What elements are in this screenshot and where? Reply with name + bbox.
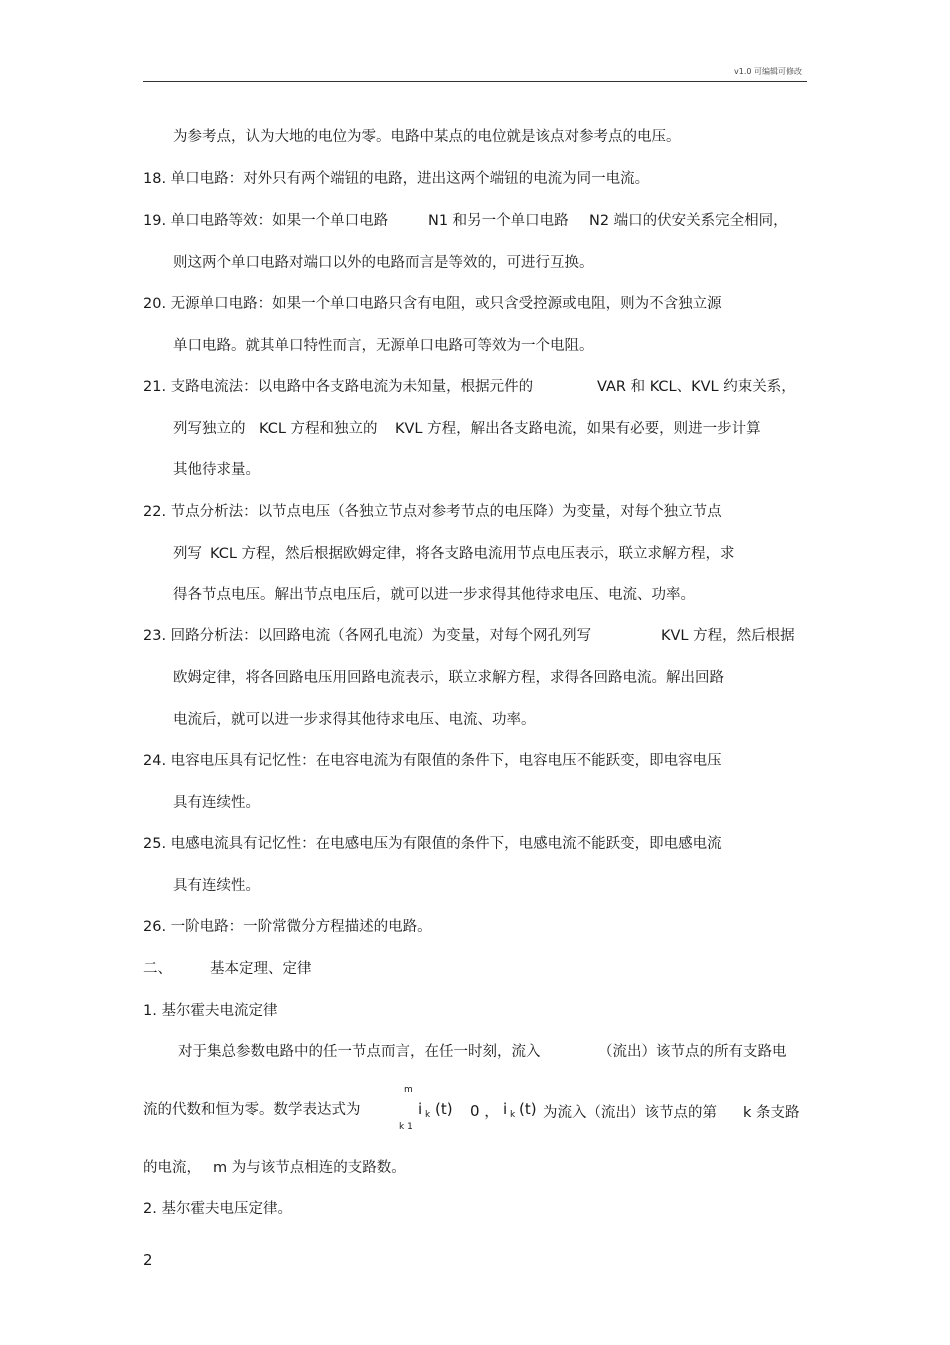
text-segment: 列写	[173, 546, 202, 562]
list-item-24: 24. 电容电压具有记忆性：在电容电流为有限值的条件下，电容电压不能跃变，即电容电压	[143, 753, 722, 769]
subsection-heading: 1. 基尔霍夫电流定律	[143, 1003, 278, 1019]
text-segment: N1 和另一个单口电路	[428, 213, 569, 229]
section-heading	[143, 960, 443, 978]
sum-upper-limit: m	[404, 1085, 413, 1095]
formula-zero: 0 ，	[470, 1102, 500, 1120]
formula-arg: (t)	[435, 1100, 453, 1118]
text-line: 电流后，就可以进一步求得其他待求电压、电流、功率。	[173, 712, 536, 728]
text-line: 单口电路。就其单口特性而言，无源单口电路可等效为一个电阻。	[173, 338, 594, 354]
formula-current-symbol: i	[418, 1100, 423, 1118]
sum-lower-limit: k 1	[399, 1122, 413, 1132]
text-segment: KCL 方程和独立的	[259, 421, 378, 437]
text-segment: k 条支路	[743, 1105, 800, 1121]
list-item-21	[143, 378, 803, 396]
section-title: 基本定理、定律	[210, 961, 312, 977]
page-number: 2	[143, 1251, 153, 1269]
text-line	[173, 420, 803, 438]
text-line: 具有连续性。	[173, 795, 260, 811]
text-line	[173, 545, 803, 563]
text-segment: KCL 方程，然后根据欧姆定律，将各支路电流用节点电压表示，联立求解方程，求	[210, 546, 735, 562]
current-symbol: i	[503, 1100, 508, 1118]
text-segment: 对于集总参数电路中的任一节点而言，在任一时刻，流入	[178, 1044, 541, 1060]
list-item-22: 22. 节点分析法：以节点电压（各独立节点对参考节点的电压降）为变量，对每个独立节点	[143, 504, 722, 520]
text-line	[178, 1043, 803, 1061]
text-segment: 的电流，	[143, 1160, 201, 1176]
list-item-26: 26. 一阶电路：一阶常微分方程描述的电路。	[143, 919, 432, 935]
text-segment: KVL 方程，解出各支路电流，如果有必要，则进一步计算	[395, 421, 761, 437]
header-rule	[143, 81, 807, 82]
text-line: 为参考点，认为大地的电位为零。电路中某点的电位就是该点对参考点的电压。	[173, 129, 681, 145]
text-line: 欧姆定律，将各回路电压用回路电流表示，联立求解方程，求得各回路电流。解出回路	[173, 670, 724, 686]
text-line: 得各节点电压。解出节点电压后，就可以进一步求得其他待求电压、电流、功率。	[173, 587, 695, 603]
page-header-text: v1.0 可编辑可修改	[734, 67, 802, 76]
text-line: 流的代数和恒为零。数学表达式为	[143, 1102, 361, 1118]
text-segment: KVL 方程，然后根据	[661, 628, 795, 644]
list-item-25: 25. 电感电流具有记忆性：在电感电压为有限值的条件下，电感电流不能跃变，即电感电流	[143, 836, 722, 852]
text-segment: N2 端口的伏安关系完全相同，	[589, 213, 788, 229]
text-segment: 为流入（流出）该节点的第	[543, 1105, 717, 1121]
list-item-23	[143, 627, 803, 645]
section-number: 二、	[143, 961, 172, 977]
subsection-heading: 2. 基尔霍夫电压定律。	[143, 1201, 292, 1217]
current-subscript: k	[510, 1110, 516, 1120]
text-segment: m 为与该节点相连的支路数。	[213, 1160, 406, 1176]
formula-subscript: k	[425, 1110, 431, 1120]
text-segment: 19. 单口电路等效：如果一个单口电路	[143, 213, 389, 229]
text-line	[143, 1159, 543, 1177]
text-segment: （流出）该节点的所有支路电	[598, 1044, 787, 1060]
text-segment: 列写独立的	[173, 421, 246, 437]
text-line: 则这两个单口电路对端口以外的电路而言是等效的，可进行互换。	[173, 255, 594, 271]
text-segment: VAR 和 KCL、KVL 约束关系，	[597, 379, 796, 395]
text-segment: 21. 支路电流法：以电路中各支路电流为未知量，根据元件的	[143, 379, 534, 395]
text-line: 其他待求量。	[173, 462, 260, 478]
text-line: 具有连续性。	[173, 878, 260, 894]
current-arg: (t)	[519, 1100, 537, 1118]
text-segment: 23. 回路分析法：以回路电流（各网孔电流）为变量，对每个网孔列写	[143, 628, 592, 644]
list-item-19	[143, 212, 803, 230]
kcl-formula	[395, 1085, 805, 1135]
list-item-20: 20. 无源单口电路：如果一个单口电路只含有电阻，或只含受控源或电阻，则为不含独立源	[143, 296, 722, 312]
list-item-18: 18. 单口电路：对外只有两个端钮的电路，进出这两个端钮的电流为同一电流。	[143, 171, 650, 187]
